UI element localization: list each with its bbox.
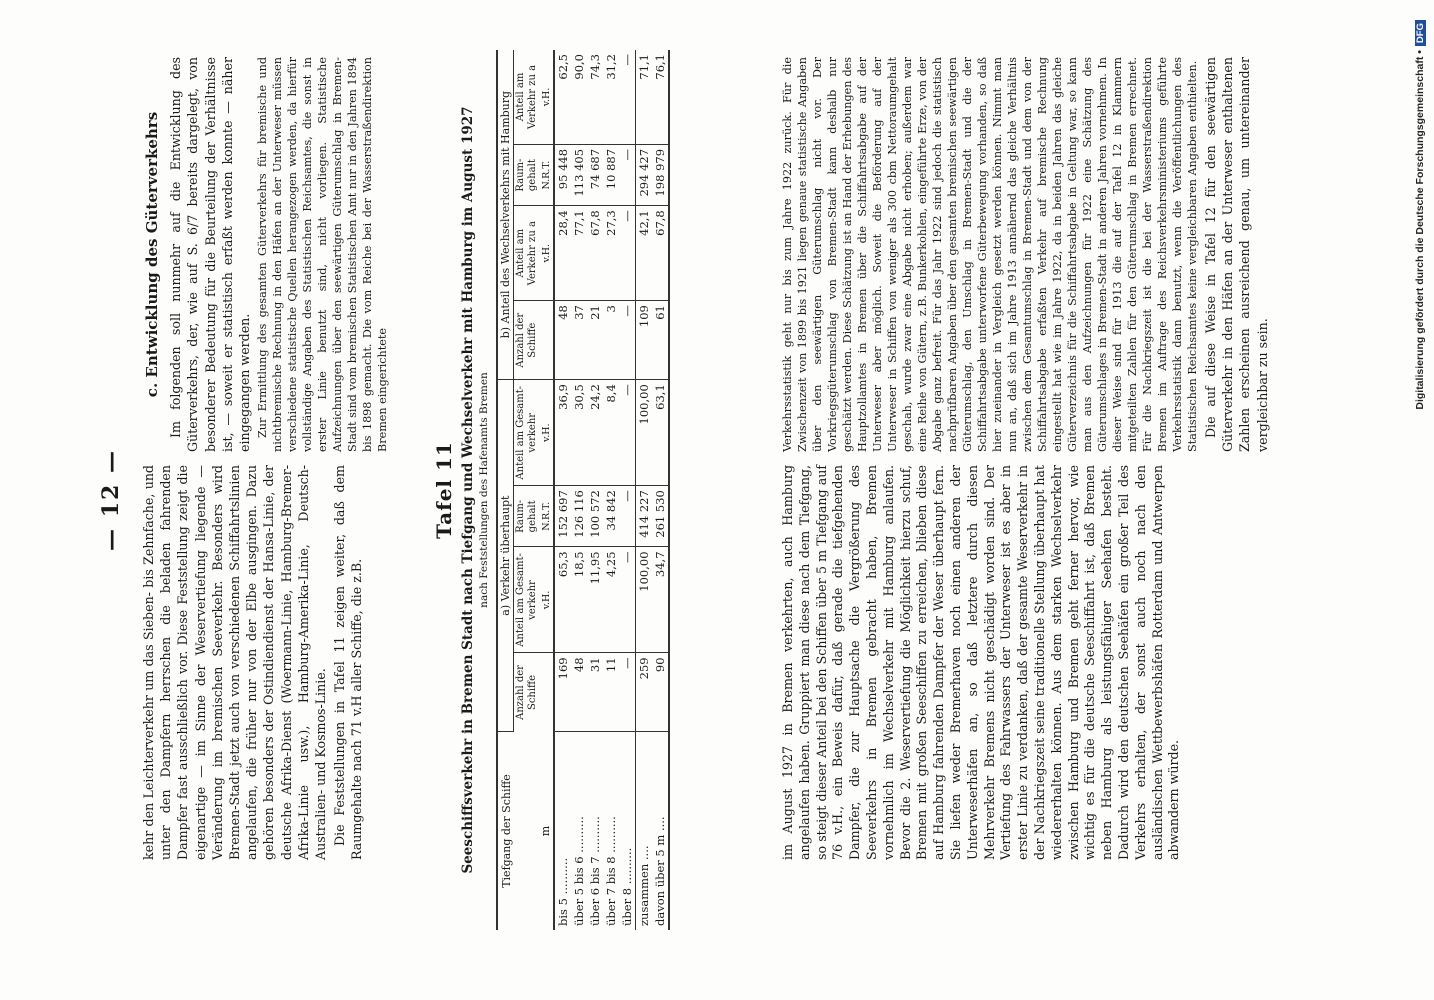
table-cell: 100 572 bbox=[587, 486, 603, 547]
column-header: Raum-gehalt bbox=[514, 144, 541, 205]
table-block bbox=[432, 50, 670, 930]
table-cell: 76,1 bbox=[652, 50, 669, 144]
row-label: über 6 bis 7 .......... bbox=[588, 816, 602, 926]
table-cell: 4,25 bbox=[603, 547, 619, 653]
table-cell: 48 bbox=[571, 653, 587, 732]
table-cell: 198 979 bbox=[652, 144, 669, 205]
table-cell: 74,3 bbox=[587, 50, 603, 144]
table-cell: 3 bbox=[603, 301, 619, 380]
row-label: bis 5 .......... bbox=[556, 857, 570, 926]
column-unit: v.H. bbox=[540, 50, 554, 144]
column-header: Anteil am Verkehr zu a bbox=[514, 50, 541, 144]
column-unit bbox=[540, 301, 554, 380]
table-row bbox=[619, 50, 636, 930]
table-cell: 90,0 bbox=[571, 50, 587, 144]
table-source: nach Feststellungen des Hafenamts Bremen bbox=[478, 372, 490, 608]
table-cell: 8,4 bbox=[603, 380, 619, 486]
section-heading: c. Entwicklung des Güterverkehrs bbox=[143, 111, 161, 398]
paragraph: im August 1927 in Bremen verkehrten, auch Hamburg angelaufen haben. Gruppiert man diese nach dem Tiefgang, so steigt dieser Anteil bei den Schiffen über 5 m Tiefgang auf 76 v.H., ein Beweis dafür, daß gerade die tiefgehenden Dampfer, die zur Hauptsache die Vergrößerung des Seeverkehrs in Bremen gebracht haben, Bremen vornehmlich im Wechselverkehr mit Hamburg anlaufen. Bevor die 2. Weservertiefung die Möglichkeit hierzu schuf, Bremen mit großen Seeschiffen zu erreichen, blieben diese auf Hamburg fahrenden Dampfer der Weser überhaupt fern. Sie liefen weder Bremerhaven noch einen anderen der Unterweserhäfen an, so daß letztere durch diesen Mehrverkehr Bremens nicht geschädigt worden sind. Der Vertiefung des Fahrwassers der Unterweser ist es aber in erster Linie zu verdanken, daß der gesamte Weserverkehr in der Nachkriegszeit seine traditionelle Stellung überhaupt hat wiedererhalten können. Aus dem starken Wechselverkehr zwischen Hamburg und Bremen geht ferner hervor, wie wichtig es für die deutsche Seeschiffahrt ist, daß Bremen neben Hamburg als leistungsfähiger Seehafen besteht. Dadurch wird den deutschen Seehäfen ein großer Teil des Verkehrs erhalten, der sonst auch noch nach den ausländischen Wettbewerbshäfen Rotterdam und Antwerpen abwandern würde. bbox=[780, 465, 1182, 860]
column-unit: v.H. bbox=[540, 206, 554, 301]
row-label: davon über 5 m .... bbox=[653, 816, 667, 926]
table-row bbox=[587, 50, 603, 930]
table-cell: — bbox=[619, 301, 636, 380]
table-cell: — bbox=[619, 486, 636, 547]
table-cell: 100,00 bbox=[636, 380, 653, 486]
table-cell: 126 116 bbox=[571, 486, 587, 547]
table-cell: 36,9 bbox=[554, 380, 571, 486]
table-row bbox=[554, 50, 571, 930]
data-table bbox=[496, 50, 670, 930]
table-row bbox=[652, 50, 669, 930]
table-cell: 77,1 bbox=[571, 206, 587, 301]
left-column-bottom bbox=[780, 465, 1185, 860]
table-cell: — bbox=[619, 547, 636, 653]
table-cell: 63,1 bbox=[652, 380, 669, 486]
paragraph: Die Feststellungen in Tafel 11 zeigen weiter, daß dem Raumgehalte nach 71 v.H aller Schiffe, die z.B. bbox=[332, 465, 365, 860]
column-unit: N.R.T. bbox=[540, 144, 554, 205]
dfg-logo: DFG bbox=[1415, 20, 1426, 46]
page-number: — 12 — bbox=[98, 449, 124, 551]
table-cell: 67,8 bbox=[587, 206, 603, 301]
table-cell: 61 bbox=[652, 301, 669, 380]
column-header: Raum-gehalt bbox=[514, 486, 541, 547]
table-cell: 261 530 bbox=[652, 486, 669, 547]
table-cell: 48 bbox=[554, 301, 571, 380]
column-unit bbox=[540, 653, 554, 732]
table-cell: 21 bbox=[587, 301, 603, 380]
table-cell: 74 687 bbox=[587, 144, 603, 205]
table-cell: 67,8 bbox=[652, 206, 669, 301]
paragraph-small: Verkehrsstatistik geht nur bis zum Jahre 1922 zurück. Für die Zwischenzeit von 1899 bis 1921 liegen genaue statistische Angaben über den seewärtigen Güterumschlag nicht vor. Der Vorkriegsgüterumschlag von Bremen-Stadt kann deshalb nur geschätzt werden. Diese Schätzung ist an Hand der Erhebungen des Hauptzollamtes in Bremen über die Schiffahrtsabgabe auf der Unterweser aber möglich. Soweit die Beförderung auf der Unterweser in Schiffen von weniger als 300 cbm Nettoraumgehalt geschah, wurde zwar eine Abgabe nicht erhoben; außerdem war eine Reihe von Gütern, z.B. Bunkerkohlen, eingeführte Erze, von der Abgabe ganz befreit. Für das Jahr 1922 sind jedoch die statistisch nachprüfbaren Angaben über den gesamten bremischen seewärtigen Güterumschlag, den Umschlag in Bremen-Stadt und die der Schiffahrtsabgabe unterworfene Güterbewegung vorhanden, so daß hier zueinander in Vergleich gesetzt werden können. Nimmt man nun an, daß sich im Jahre 1913 annähernd das gleiche Verhältnis zwischen dem Gesamtumschlag in Bremen-Stadt und dem von der Schiffahrtsabgabe erfaßten Verkehr auf bremische Rechnung eingestellt hat wie im Jahre 1922, da in beiden Jahren das gleiche Güterverzeichnis für die Schiffahrtsabgabe in Geltung war, so kann man aus den Aufzeichnungen für 1922 eine Schätzung des Güterumschlages in Bremen-Stadt in anderen Jahren vornehmen. In dieser Weise sind für 1913 die auf der Tafel 12 in Klammern mitgeteilten Zahlen für den Güterumschlag in Bremen errechnet. Für die Nachkriegszeit ist die bei der Wasserstraßendirektion Bremen im Auftrage des Reichsverkehrsministeriums geführte Verkehrsstatistik dann benutzt, wenn die Veröffentlichungen des Statistischen Reichsamtes keine vergleichbaren Angaben enthielten. bbox=[781, 57, 1199, 452]
group-a-header: a) Verkehr überhaupt bbox=[497, 380, 514, 732]
table-row bbox=[603, 50, 619, 930]
table-cell: 71,1 bbox=[636, 50, 653, 144]
table-cell: 30,5 bbox=[571, 380, 587, 486]
table-cell: 100,00 bbox=[636, 547, 653, 653]
table-cell: — bbox=[619, 206, 636, 301]
table-cell: 169 bbox=[554, 653, 571, 732]
table-cell: 109 bbox=[636, 301, 653, 380]
table-cell: 31 bbox=[587, 653, 603, 732]
table-cell: 37 bbox=[571, 301, 587, 380]
col-label: Tiefgang der Schiffe bbox=[499, 774, 513, 888]
paragraph-small: Zur Ermittlung des gesamten Güterverkehrs für bremische und nichtbremische Rechnung in den Häfen an der Unterweser müssen verschiedene statistische Quellen herangezogen werden, da hierfür vollständige Angaben des Statistischen Reichsamtes, die sonst in erster Linie benutzt sind, nicht vorliegen. Statistische Aufzeichnungen über den seewärtigen Güterumschlag in Bremen-Stadt sind vom bremischen Statistischen Amt nur in den Jahren 1894 bis 1898 gemacht. Die vom Reiche bei der Wasserstraßendirektion Bremen eingerichtete bbox=[256, 57, 390, 452]
table-subtitle: Seeschiffsverkehr in Bremen Stadt nach Tiefgang und Wechselverkehr mit Hamburg im August 1927 bbox=[460, 106, 476, 874]
table-cell: — bbox=[619, 653, 636, 732]
dfg-sidebar-text: Digitalisierung gefördert durch die Deutsche Forschungsgemeinschaft • bbox=[1414, 50, 1426, 410]
row-label: zusammen .... bbox=[636, 732, 653, 931]
table-cell: 18,5 bbox=[571, 547, 587, 653]
right-column-bottom bbox=[780, 57, 1273, 452]
table-cell: 11,95 bbox=[587, 547, 603, 653]
table-cell: 62,5 bbox=[554, 50, 571, 144]
table-cell: 95 448 bbox=[554, 144, 571, 205]
paragraph: Im folgenden soll nunmehr auf die Entwicklung des Güterverkehrs, der, wie auf S. 6/7 bereits dargelegt, von besonderer Bedeutung für die Beurteilung der Verhältnisse ist, — soweit er statistisch erfaßt werden konnte — näher eingegangen werden. bbox=[168, 57, 253, 452]
row-label: über 8 .......... bbox=[620, 847, 634, 926]
table-cell: 24,2 bbox=[587, 380, 603, 486]
left-column-top bbox=[140, 465, 368, 860]
col-unit: m bbox=[538, 825, 552, 837]
row-label: über 7 bis 8 .......... bbox=[604, 816, 618, 926]
table-cell: 42,1 bbox=[636, 206, 653, 301]
table-cell: 152 697 bbox=[554, 486, 571, 547]
table-cell: 31,2 bbox=[603, 50, 619, 144]
table-cell: 11 bbox=[603, 653, 619, 732]
column-header: Anzahl der Schiffe bbox=[515, 665, 538, 720]
column-header: Anteil am Verkehr zu a bbox=[514, 206, 541, 301]
column-unit: v.H. bbox=[540, 380, 554, 486]
row-label: über 5 bis 6 .......... bbox=[572, 816, 586, 926]
table-cell: — bbox=[619, 50, 636, 144]
dfg-sidebar bbox=[1414, 20, 1432, 1000]
column-header: Anteil am Gesamt-verkehr bbox=[514, 547, 541, 653]
table-cell: 113 405 bbox=[571, 144, 587, 205]
column-unit: N.R.T. bbox=[540, 486, 554, 547]
table-cell: 90 bbox=[652, 653, 669, 732]
table-title: Tafel 11 bbox=[432, 441, 456, 539]
column-header: Anteil am Gesamt-verkehr bbox=[514, 380, 541, 486]
table-cell: — bbox=[619, 144, 636, 205]
table-cell: 10 887 bbox=[603, 144, 619, 205]
table-cell: 259 bbox=[636, 653, 653, 732]
group-b-header: b) Anteil des Wechselverkehrs mit Hamburg bbox=[497, 50, 514, 380]
table-cell: — bbox=[619, 380, 636, 486]
paragraph: Die auf diese Weise in Tafel 12 für den seewärtigen Güterverkehr in den Häfen an der Unterweser enthaltenen Zahlen erscheinen ausreichend genau, um untereinander vergleichbar zu sein. bbox=[1203, 57, 1270, 452]
table-cell: 34 842 bbox=[603, 486, 619, 547]
table-cell: 414 227 bbox=[636, 486, 653, 547]
table-cell: 28,4 bbox=[554, 206, 571, 301]
right-column-top bbox=[140, 57, 392, 452]
table-row bbox=[571, 50, 587, 930]
table-cell: 34,7 bbox=[652, 547, 669, 653]
column-unit: v.H. bbox=[540, 547, 554, 653]
table-cell: 294 427 bbox=[636, 144, 653, 205]
table-cell: 27,3 bbox=[603, 206, 619, 301]
column-header: Anzahl der Schiffe bbox=[514, 301, 541, 380]
table-row bbox=[636, 50, 653, 930]
table-cell: 65,3 bbox=[554, 547, 571, 653]
paragraph: kehr den Leichterverkehr um das Sieben- bis Zehnfache, und unter den Dampfern herrschen die beladen fahrenden Dampfer fast ausschließlich vor. Diese Feststellung zeigt die eigenartige — im Sinne der Weservertiefung liegende — Veränderung im bremischen Seeverkehr. Besonders wird Bremen-Stadt jetzt auch von verschiedenen Schiffahrtslinien angelaufen, die früher nur von der Elbe ausgingen. Dazu gehören besonders der Ostindiendienst der Hansa-Linie, der deutsche Afrika-Dienst (Woermann-Linie, Hamburg-Bremer-Afrika-Linie usw.), Hamburg-Amerika-Linie, Deutsch-Australien- und Kosmos-Linie. bbox=[141, 465, 329, 860]
col-label-cell bbox=[497, 732, 554, 931]
